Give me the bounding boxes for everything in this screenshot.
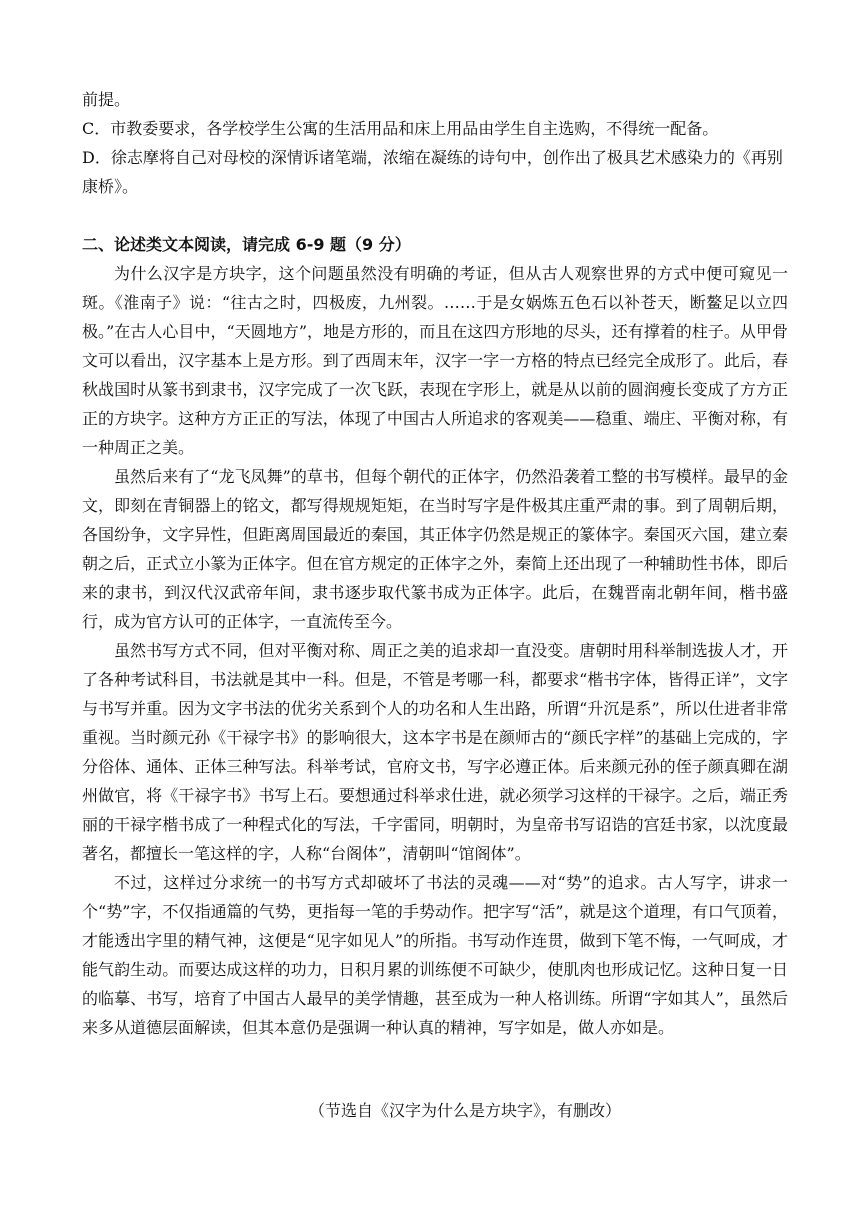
option-c: C．市教委要求，各学校学生公寓的生活用品和床上用品由学生自主选购，不得统一配备。 bbox=[82, 119, 719, 138]
reading-passage bbox=[82, 259, 788, 1042]
option-b-continuation: 前提。 bbox=[82, 90, 131, 109]
option-d: D．徐志摩将自己对母校的深情诉诸笔端，浓缩在凝练的诗句中，创作出了极具艺术感染力的《再别康桥》。 bbox=[82, 148, 783, 196]
section-heading: 二、论述类文本阅读，请完成 6-9 题（9 分） bbox=[82, 235, 411, 254]
passage-source: （节选自《汉字为什么是方块字》，有删改） bbox=[308, 1101, 621, 1120]
passage-paragraph-3: 虽然书写方式不同，但对平衡对称、周正之美的追求却一直没变。唐朝时用科举制选拔人才，开了各种考试科目，书法就是其中一科。但是，不管是考哪一科，都要求“楷书字体，皆得正详”，文字与书写并重。因为文字书法的优劣关系到个人的功名和人生出路，所谓“升沉是系”，所以仕进者非常重视。当时颜元孙《干禄字书》的影响很大，这本字书是在颜师古的“颜氏字样”的基础上完成的，字分俗体、通体、正体三种写法。科举考试，官府文书，写字必遵正体。后来颜元孙的侄子颜真卿在湖州做官，将《干禄字书》书写上石。要想通过科举求仕进，就必须学习这样的干禄字。之后，端正秀丽的干禄字楷书成了一种程式化的写法，千字雷同，明朝时，为皇帝书写诏诰的宫廷书家，以沈度最著名，都擅长一笔这样的字，人称“台阁体”，清朝叫“馆阁体”。 bbox=[82, 641, 788, 863]
passage-paragraph-1: 为什么汉字是方块字，这个问题虽然没有明确的考证，但从古人观察世界的方式中便可窥见一斑。《淮南子》说：“往古之时，四极废，九州裂。……于是女娲炼五色石以补苍天，断鳌足以立四极。”在古人心目中，“天圆地方”，地是方形的，而且在这四方形地的尽头，还有撑着的柱子。从甲骨文可以看出，汉字基本上是方形。到了西周末年，汉字一字一方格的特点已经完全成形了。此后，春秋战国时从篆书到隶书，汉字完成了一次飞跃，表现在字形上，就是从以前的圆润瘦长变成了方方正正的方块字。这种方方正正的写法，体现了中国古人所追求的客观美——稳重、端庄、平衡对称，有一种周正之美。 bbox=[82, 264, 788, 457]
passage-paragraph-2: 虽然后来有了“龙飞凤舞”的草书，但每个朝代的正体字，仍然沿袭着工整的书写模样。最早的金文，即刻在青铜器上的铭文，都写得规规矩矩，在当时写字是件极其庄重严肃的事。到了周朝后期，各国纷争，文字异性，但距离周国最近的秦国，其正体字仍然是规正的篆体字。秦国灭六国，建立秦朝之后，正式立小篆为正体字。但在官方规定的正体字之外，秦简上还出现了一种辅助性书体，即后来的隶书，到汉代汉武帝年间，隶书逐步取代篆书成为正体字。此后，在魏晋南北朝年间，楷书盛行，成为官方认可的正体字，一直流传至今。 bbox=[82, 467, 788, 631]
passage-paragraph-4: 不过，这样过分求统一的书写方式却破坏了书法的灵魂——对“势”的追求。古人写字，讲求一个“势”字，不仅指通篇的气势，更指每一笔的手势动作。把字写“活”，就是这个道理，有口气顶着，才能透出字里的精气神，这便是“见字如见人”的所指。书写动作连贯，做到下笔不悔，一气呵成，才能气韵生动。而要达成这样的功力，日积月累的训练便不可缺少，使肌肉也形成记忆。这种日复一日的临摹、书写，培育了中国古人最早的美学情趣，甚至成为一种人格训练。所谓“字如其人”，虽然后来多从道德层面解读，但其本意仍是强调一种认真的精神，写字如是，做人亦如是。 bbox=[82, 873, 788, 1037]
previous-question-tail bbox=[82, 85, 788, 201]
